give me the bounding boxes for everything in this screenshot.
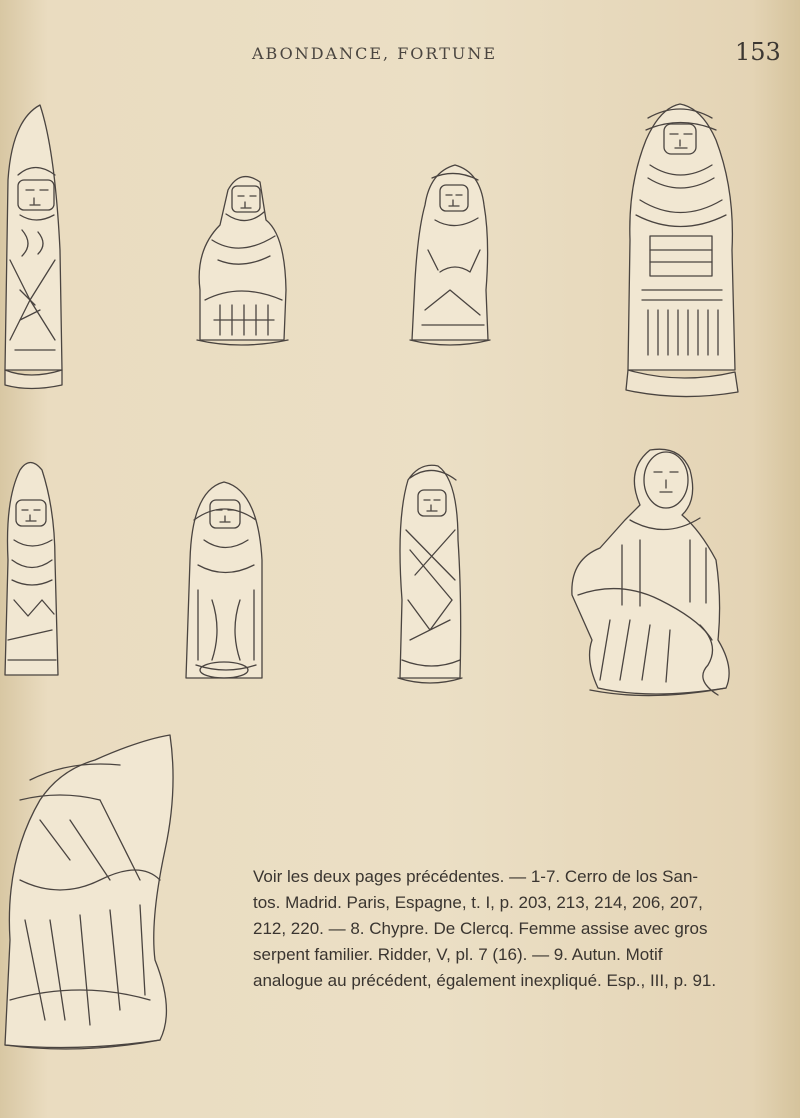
figure-7-draped-figure <box>398 465 462 683</box>
figure-6-arched-statuette <box>186 482 262 678</box>
figure-caption <box>253 864 793 994</box>
caption-line: serpent familier. Ridder, V, pl. 7 (16). — 9. Autun. Motif <box>253 945 663 964</box>
caption-line: 212, 220. — 8. Chypre. De Clercq. Femme assise avec gros <box>253 919 708 938</box>
page-number: 153 <box>735 38 781 66</box>
figure-2-seated-figure <box>197 177 288 345</box>
running-title: ABONDANCE, FORTUNE <box>252 44 498 63</box>
caption-line: Voir les deux pages précédentes. — 1-7. Cerro de los San- <box>253 867 699 886</box>
caption-line: analogue au précédent, également inexpliqué. Esp., III, p. 91. <box>253 971 717 990</box>
figure-5-veiled-figure <box>5 463 58 676</box>
figure-9-draped-fragment <box>5 735 173 1049</box>
caption-line: tos. Madrid. Paris, Espagne, t. I, p. 203, 213, 214, 206, 207, <box>253 893 703 912</box>
figure-1-tall-statuette <box>5 105 62 389</box>
figure-3-standing-figure <box>410 165 490 345</box>
figure-8-seated-woman-serpent <box>572 449 729 695</box>
figure-4-ornate-statuette <box>626 104 738 397</box>
